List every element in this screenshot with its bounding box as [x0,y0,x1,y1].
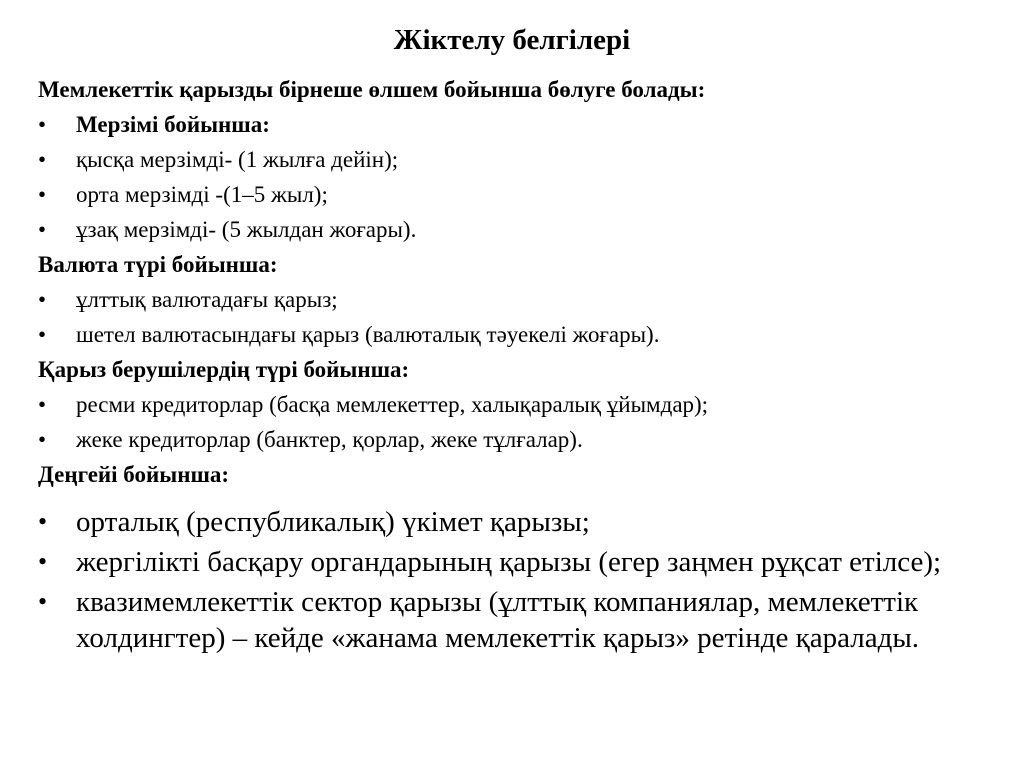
level-quasi: квазимемлекеттік сектор қарызы (ұлттық компаниялар, мемлекеттік холдингтер) – кейде «жанама мемлекеттік қарыз» ретінде қаралады. [76,586,920,654]
bullet-icon: • [38,507,48,536]
lenders-official: ресми кредиторлар (басқа мемлекеттер, халықаралық ұйымдар); [76,392,709,417]
lenders-heading: Қарыз берушілердің түрі бойынша: [38,357,410,382]
bullet-icon: • [38,112,47,137]
list-item [38,584,998,656]
bullet-icon: • [38,427,47,452]
bullet-icon: • [38,587,48,616]
slide-content [38,72,998,656]
slide-title: Жіктелу белгілері [393,24,631,56]
level-central: орталық (республикалық) үкімет қарызы; [76,506,590,538]
list-item [38,282,998,317]
term-heading-item [38,107,998,142]
bullet-icon: • [38,322,47,347]
currency-national: ұлттық валютадағы қарыз; [76,287,338,312]
list-item [38,504,998,540]
level-local: жергілікті басқару органдарының қарызы (егер заңмен рұқсат етілсе); [76,546,942,578]
bullet-icon: • [38,547,48,576]
bullet-icon: • [38,392,47,417]
list-item [38,544,998,580]
bullet-icon: • [38,147,47,172]
bullet-icon: • [38,182,47,207]
list-item [38,387,998,422]
list-item [38,212,998,247]
list-item [38,177,998,212]
term-short: қысқа мерзімді- (1 жылға дейін); [76,147,399,172]
bullet-icon: • [38,287,47,312]
term-long: ұзақ мерзімді- (5 жылдан жоғары). [76,217,417,242]
bullet-icon: • [38,217,47,242]
list-item [38,422,998,457]
list-item [38,317,998,352]
term-heading: Мерзімі бойынша: [76,112,270,137]
currency-foreign: шетел валютасындағы қарыз (валюталық тәуекелі жоғары). [76,322,660,347]
currency-heading: Валюта түрі бойынша: [38,252,278,277]
intro-heading: Мемлекеттік қарызды бірнеше өлшем бойынша бөлуге болады: [38,77,706,102]
level-heading: Деңгейі бойынша: [38,462,230,487]
term-medium: орта мерзімді -(1–5 жыл); [76,182,328,207]
lenders-private: жеке кредиторлар (банктер, қорлар, жеке тұлғалар). [76,427,583,452]
list-item [38,142,998,177]
